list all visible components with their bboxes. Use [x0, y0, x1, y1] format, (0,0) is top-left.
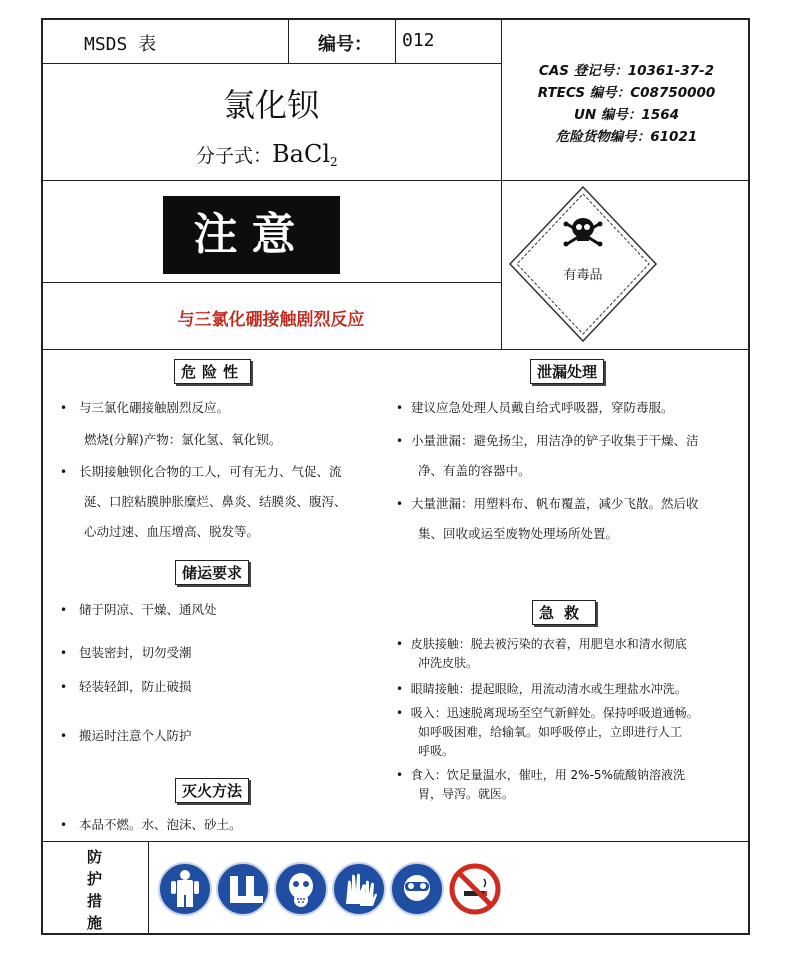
list-item: • 轻装轻卸，防止破损 — [60, 679, 192, 694]
formula-subscript: 2 — [330, 155, 338, 170]
list-item: 集、回收或运至废物处理场所处置。 — [418, 526, 619, 541]
formula-main: BaCl — [272, 140, 330, 168]
rtecs-number: RTECS 编号：C08750000 — [537, 85, 716, 101]
safety-goggles-icon — [390, 862, 444, 916]
list-item: 燃烧(分解)产物：氯化氢、氧化钡。 — [84, 432, 282, 447]
divider — [41, 282, 501, 283]
list-item: • 长期接触钡化合物的工人，可有无力、气促、流 — [60, 464, 342, 479]
list-item: 心动过速、血压增高、脱发等。 — [84, 524, 260, 539]
hazard-label: 有毒品 — [563, 268, 603, 283]
list-item: • 食入：饮足量温水，催吐，用 2%-5%硫酸钠溶液洗 — [396, 768, 685, 782]
storage-section — [60, 600, 390, 756]
list-item: 净、有盖的容器中。 — [418, 463, 531, 478]
list-item: 胃，导泻。就医。 — [418, 787, 515, 801]
section-title-hazard: 危险性 — [174, 359, 251, 384]
list-item: 如呼吸困难，给输氧。如呼吸停止，立即进行人工 — [418, 725, 683, 739]
list-item: • 吸入：迅速脱离现场至空气新鲜处。保持呼吸道通畅。 — [396, 706, 699, 720]
fire-section — [60, 815, 390, 835]
section-title-storage: 储运要求 — [175, 560, 249, 585]
list-item: • 与三氯化硼接触剧烈反应。 — [60, 400, 230, 415]
divider — [41, 63, 501, 64]
form-label: MSDS 表 — [84, 34, 157, 55]
list-item: • 本品不燃。水、泡沫、砂土。 — [60, 817, 242, 832]
chemical-name: 氯化钡 — [222, 86, 319, 124]
un-number: UN 编号：1564 — [573, 107, 680, 123]
section-title-first-aid: 急救 — [532, 600, 596, 625]
no-smoking-icon — [448, 862, 502, 916]
protection-label: 防 护 措 施 — [86, 848, 102, 932]
divider — [41, 349, 750, 350]
protective-boots-icon — [216, 862, 270, 916]
protective-suit-icon — [158, 862, 212, 916]
list-item: 涎、口腔粘膜肿胀糜烂、鼻炎、结膜炎、腹泻、 — [84, 494, 347, 509]
divider — [148, 841, 149, 935]
number-value: 012 — [402, 30, 435, 51]
respirator-mask-icon — [274, 862, 328, 916]
list-item: • 小量泄漏：避免扬尘，用洁净的铲子收集于干燥、洁 — [396, 433, 699, 448]
molecular-formula — [196, 140, 338, 169]
toxic-hazard-diamond — [507, 184, 659, 344]
list-item: • 包装密封，切勿受潮 — [60, 645, 192, 660]
list-item: • 皮肤接触：脱去被污染的衣着，用肥皂水和清水彻底 — [396, 637, 687, 651]
identifiers-block — [503, 60, 750, 148]
cas-number: CAS 登记号：10361-37-2 — [538, 63, 715, 79]
first-aid-section — [396, 635, 748, 804]
list-item: • 大量泄漏：用塑料布、帆布覆盖，减少飞散。然后收 — [396, 496, 699, 511]
list-item: • 储于阴凉、干燥、通风处 — [60, 602, 217, 617]
section-title-fire: 灭火方法 — [175, 778, 249, 803]
leak-section — [396, 398, 748, 554]
list-item: • 建议应急处理人员戴自给式呼吸器，穿防毒服。 — [396, 400, 674, 415]
list-item: 呼吸。 — [418, 744, 455, 758]
divider — [501, 18, 502, 349]
section-title-leak: 泄漏处理 — [530, 359, 604, 384]
dangerous-goods-number: 危险货物编号：61021 — [555, 129, 698, 145]
divider — [288, 18, 289, 63]
number-label: 编号： — [318, 34, 372, 55]
protective-gloves-icon — [332, 862, 386, 916]
formula-label: 分子式： — [196, 145, 273, 167]
divider — [41, 180, 750, 181]
warning-text: 与三氯化硼接触剧烈反应 — [177, 310, 365, 330]
list-item: • 眼睛接触：提起眼睑，用流动清水或生理盐水冲洗。 — [396, 682, 687, 696]
divider — [395, 18, 396, 63]
notice-banner: 注意 — [163, 196, 340, 274]
list-item: 冲洗皮肤。 — [418, 656, 479, 670]
hazard-section — [60, 398, 390, 552]
list-item: • 搬运时注意个人防护 — [60, 728, 192, 743]
